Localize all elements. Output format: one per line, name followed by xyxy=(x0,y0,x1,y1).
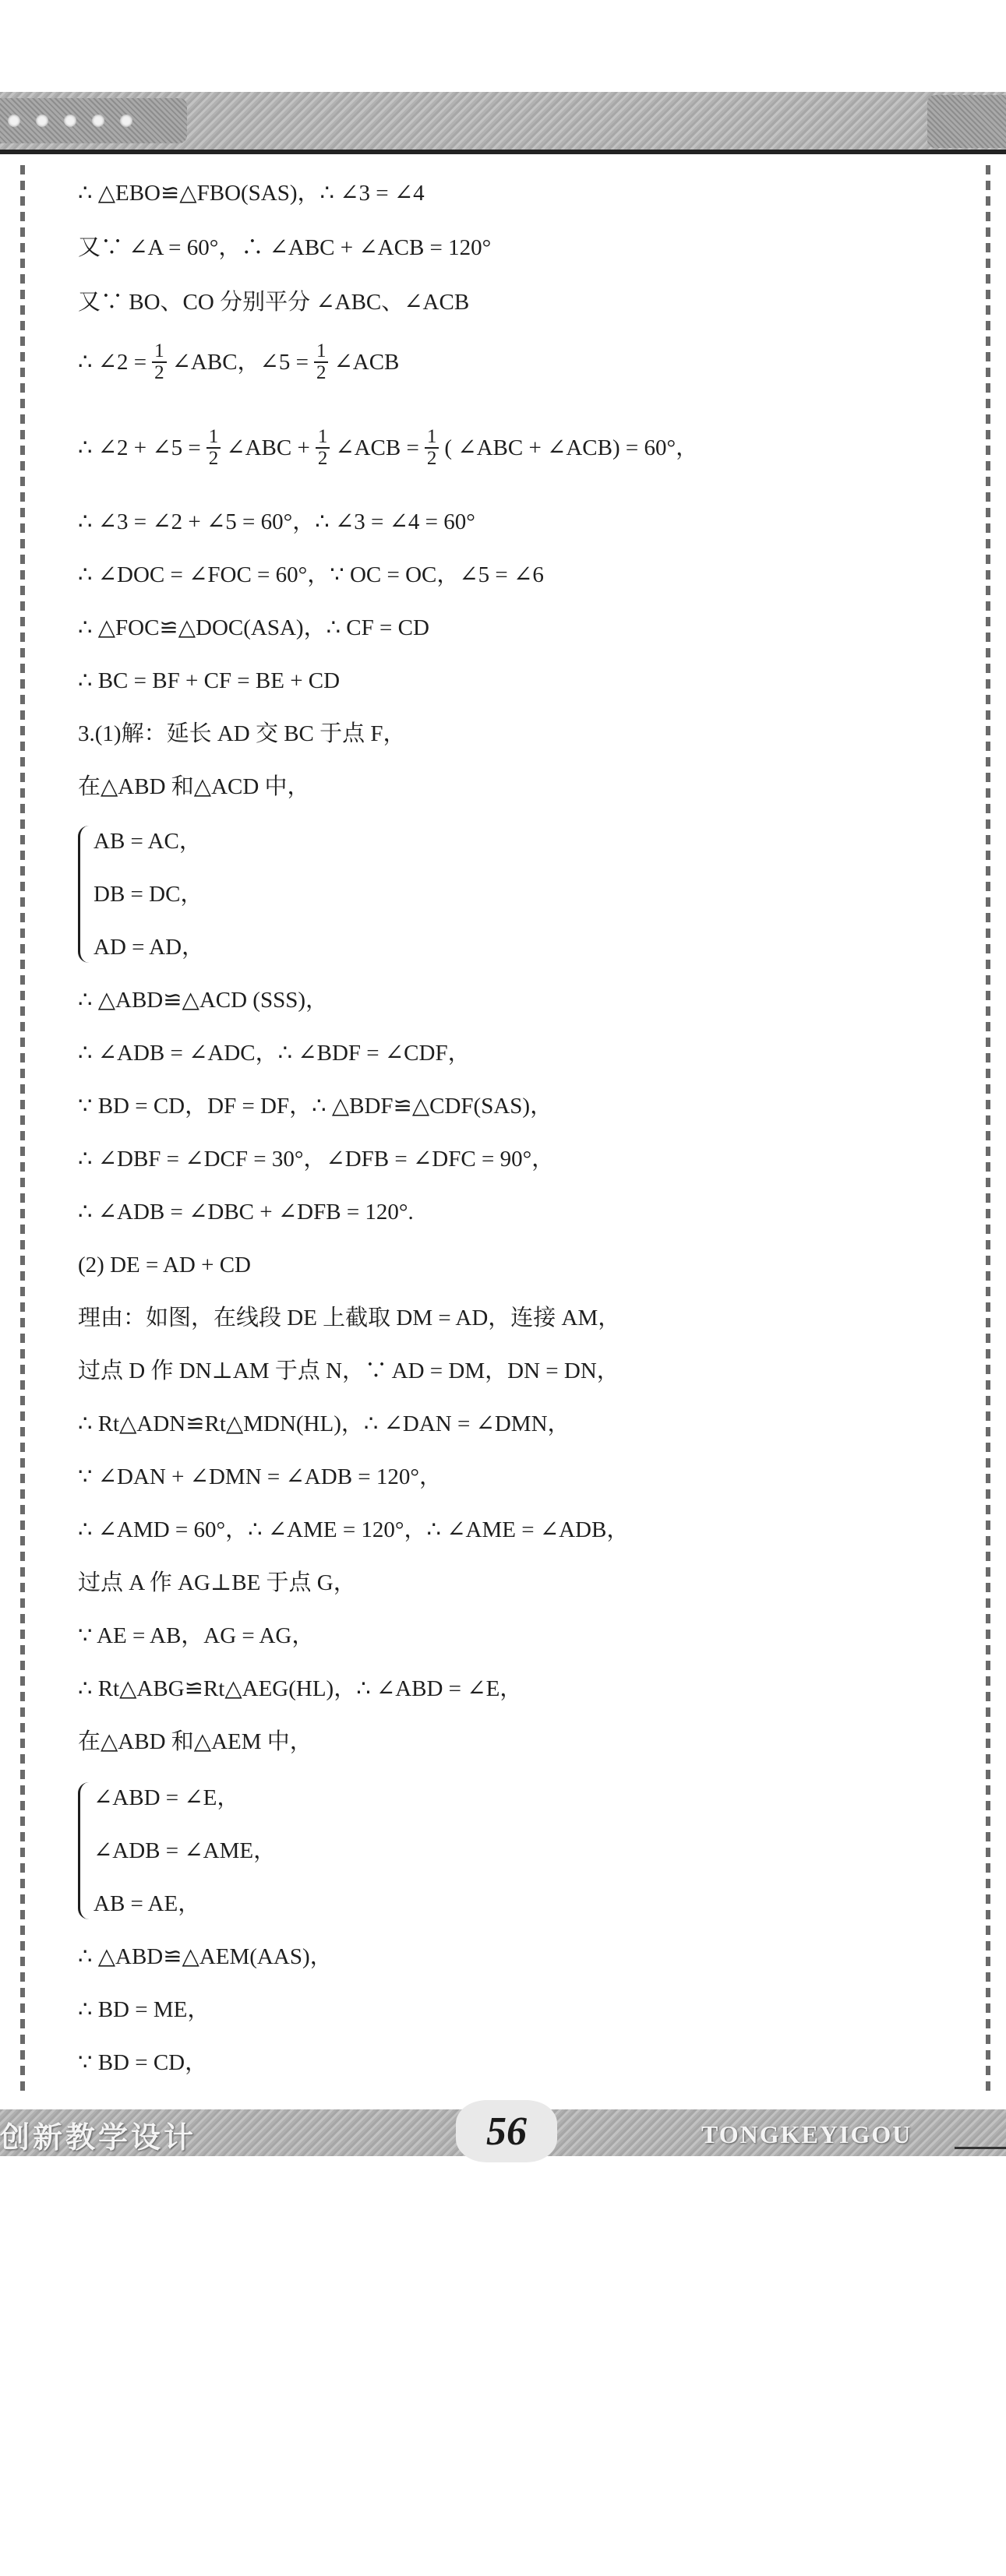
footer-left-title: 创新教学设计 xyxy=(0,2120,197,2155)
solution-line: ∴ △EBO≌△FBO(SAS)，∴ ∠3 = ∠4 xyxy=(78,181,425,206)
expr-text: ( ∠ABC + ∠ACB) = 60°， xyxy=(444,435,699,460)
fraction-line xyxy=(78,341,399,383)
system-line: AD = AD， xyxy=(94,935,205,960)
solution-line: (2) DE = AD + CD xyxy=(78,1253,252,1277)
solution-line: ∵ BD = CD， xyxy=(78,2050,208,2075)
solution-line: 过点 A 作 AG⊥BE 于点 G， xyxy=(78,1570,356,1595)
solution-line: ∴ ∠ADB = ∠DBC + ∠DFB = 120°. xyxy=(78,1200,414,1225)
system-line: ∠ABD = ∠E， xyxy=(94,1785,240,1810)
solution-line: ∴ △ABD≌△AEM(AAS)， xyxy=(78,1944,333,1969)
solution-line: ∵ AE = AB，AG = AG， xyxy=(78,1623,315,1648)
fraction: $\frac{1}{2}$ xyxy=(316,427,330,469)
fraction: $\frac{1}{2}$ xyxy=(314,341,329,383)
solution-line: ∴ ∠3 = ∠2 + ∠5 = 60°，∴ ∠3 = ∠4 = 60° xyxy=(78,509,475,534)
solution-line: 理由：如图，在线段 DE 上截取 DM = AD，连接 AM， xyxy=(78,1306,621,1330)
header-dots xyxy=(8,115,132,127)
solution-line: ∴ ∠AMD = 60°，∴ ∠AME = 120°，∴ ∠AME = ∠ADB， xyxy=(78,1517,630,1542)
solution-line: 在△ABD 和△ACD 中， xyxy=(78,774,310,799)
system-line: DB = DC， xyxy=(94,882,203,907)
system-brace xyxy=(78,1782,94,1919)
solution-line: ∴ BC = BF + CF = BE + CD xyxy=(78,668,341,693)
solution-line: 过点 D 作 DN⊥AM 于点 N，∵ AD = DM，DN = DN， xyxy=(78,1358,619,1383)
solution-line: 3.(1)解：延长 AD 交 BC 于点 F， xyxy=(78,721,406,746)
page-number: 56 xyxy=(486,2109,527,2154)
system-line: ∠ADB = ∠AME， xyxy=(94,1838,277,1863)
system-line: AB = AE， xyxy=(94,1891,201,1916)
expr-text: ∠ACB xyxy=(334,350,400,375)
expr-text: ∴ ∠2 = xyxy=(78,350,147,375)
solution-line: ∴ ∠DBF = ∠DCF = 30°，∠DFB = ∠DFC = 90°， xyxy=(78,1147,555,1172)
solution-line: ∴ Rt△ADN≌Rt△MDN(HL)，∴ ∠DAN = ∠DMN， xyxy=(78,1411,570,1436)
solution-line: ∴ ∠ADB = ∠ADC，∴ ∠BDF = ∠CDF， xyxy=(78,1041,471,1066)
footer-rule xyxy=(955,2147,1006,2149)
expr-text: ∠ACB = xyxy=(335,435,419,460)
page-number-badge xyxy=(456,2100,557,2162)
dot-icon xyxy=(64,115,76,127)
expr-text: ∴ ∠2 + ∠5 = xyxy=(78,435,201,460)
fraction-line xyxy=(78,427,698,469)
fraction: $\frac{1}{2}$ xyxy=(152,341,167,383)
system-line: AB = AC， xyxy=(94,829,202,854)
left-margin-rule xyxy=(20,165,25,2097)
solution-line: 在△ABD 和△AEM 中， xyxy=(78,1729,312,1754)
footer-right-title: TONGKEYIGOU xyxy=(701,2120,912,2148)
dot-icon xyxy=(92,115,104,127)
solution-line: ∵ ∠DAN + ∠DMN = ∠ADB = 120°， xyxy=(78,1464,442,1489)
solution-line: ∵ BD = CD，DF = DF，∴ △BDF≌△CDF(SAS)， xyxy=(78,1094,553,1119)
solution-line: 又∵ BO、CO 分别平分 ∠ABC、∠ACB xyxy=(78,290,470,315)
solution-line: ∴ BD = ME， xyxy=(78,1997,210,2022)
solution-line: ∴ △ABD≌△ACD (SSS)， xyxy=(78,988,329,1013)
fraction: $\frac{1}{2}$ xyxy=(425,427,439,469)
expr-text: ∠ABC，∠5 = xyxy=(171,350,309,375)
solution-line: ∴ ∠DOC = ∠FOC = 60°，∵ OC = OC，∠5 = ∠6 xyxy=(78,562,544,587)
solution-line: ∴ Rt△ABG≌Rt△AEG(HL)，∴ ∠ABD = ∠E， xyxy=(78,1676,523,1701)
expr-text: ∠ABC + xyxy=(226,435,310,460)
header-rule xyxy=(0,150,1006,154)
dot-icon xyxy=(120,115,132,127)
dot-icon xyxy=(36,115,48,127)
dot-icon xyxy=(8,115,20,127)
right-margin-rule xyxy=(986,165,990,2097)
solution-line: ∴ △FOC≌△DOC(ASA)，∴ CF = CD xyxy=(78,615,429,640)
solution-line: 又∵ ∠A = 60°，∴ ∠ABC + ∠ACB = 120° xyxy=(78,235,492,260)
system-brace xyxy=(78,826,94,963)
fraction: $\frac{1}{2}$ xyxy=(206,427,221,469)
header-right-decoration xyxy=(927,95,1006,148)
